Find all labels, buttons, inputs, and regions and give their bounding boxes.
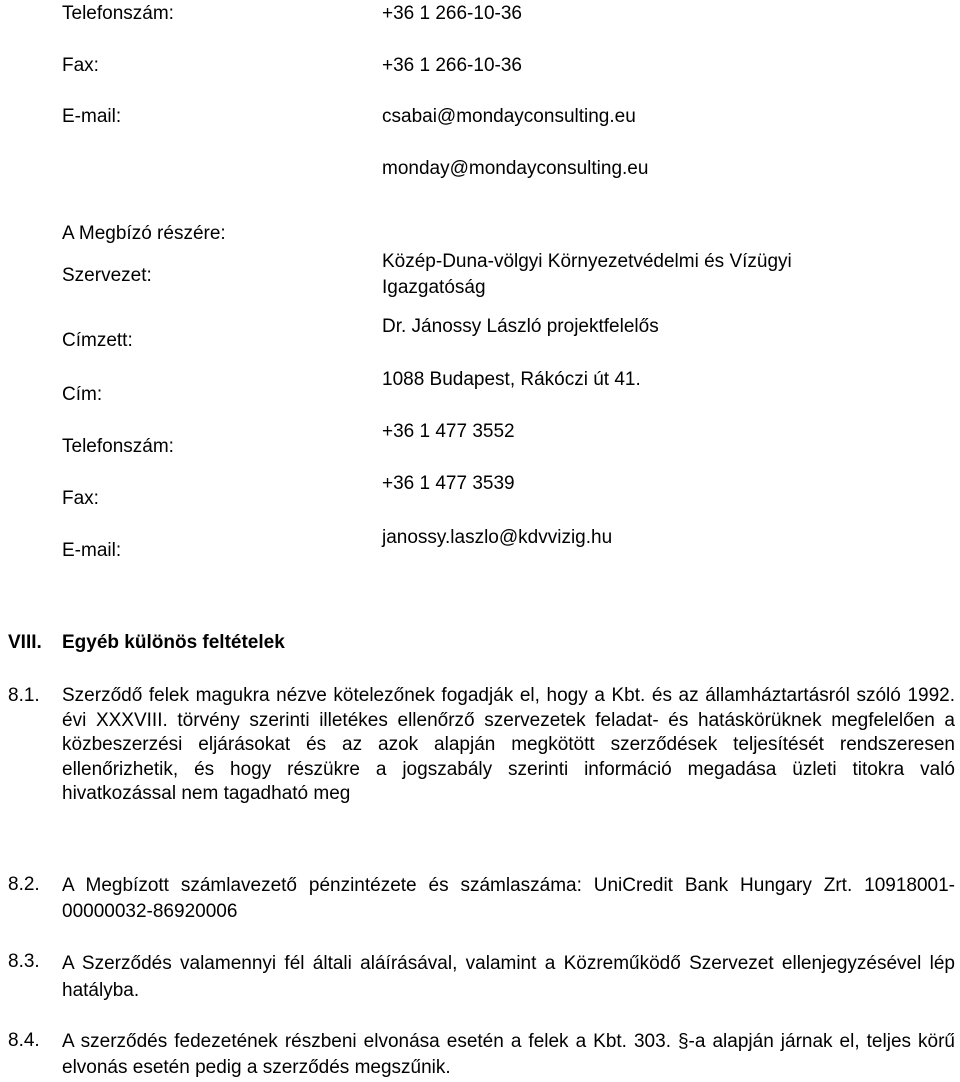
clause-text: A Szerződés valamennyi fél általi aláírásával, valamint a Közreműködő Szervezet ellenjegyzésével lép hatályba.: [62, 953, 955, 1001]
client-org-line1: Közép-Duna-völgyi Környezetvédelmi és Vízügyi: [382, 251, 792, 272]
client-recipient-label: Címzett:: [62, 330, 133, 351]
clause-number: 8.1.: [8, 685, 40, 706]
contractor-fax: +36 1 266-10-36: [382, 55, 522, 76]
contractor-phone-label: Telefonszám:: [62, 3, 174, 24]
clause-number: 8.2.: [8, 874, 40, 895]
section-number: VIII.: [8, 632, 42, 653]
contractor-phone: +36 1 266-10-36: [382, 3, 522, 24]
client-org-line2: Igazgatóság: [382, 277, 486, 298]
clause-text: Szerződő felek magukra nézve kötelezőnek fogadják el, hogy a Kbt. és az államháztartásról szóló 1992. évi XXXVIII. törvény szerinti illetékes ellenőrző szervezetek feladat- és hatáskörüknek megfelelően a közbeszerzési eljárásokat és az azok alapján megkötött szerződések teljesítését rendszeresen ellenőrizhetik, és hogy részükre a jogszabály szerinti információ megadása üzleti titokra való hivatkozással nem tagadható meg: [62, 685, 955, 804]
contractor-email-label: E-mail:: [62, 106, 122, 127]
client-intro: A Megbízó részére:: [62, 223, 226, 244]
clause-number: 8.4.: [8, 1030, 40, 1051]
contractor-email-2: monday@mondayconsulting.eu: [382, 158, 649, 179]
client-email: janossy.laszlo@kdvvizig.hu: [382, 527, 613, 548]
client-org-label: Szervezet:: [62, 265, 152, 286]
clause-number: 8.3.: [8, 951, 40, 972]
client-address: 1088 Budapest, Rákóczi út 41.: [382, 369, 641, 390]
client-recipient: Dr. Jánossy László projektfelelős: [382, 316, 659, 337]
client-address-label: Cím:: [62, 384, 103, 405]
client-fax-label: Fax:: [62, 488, 99, 509]
section-title: Egyéb különös feltételek: [62, 632, 285, 653]
contractor-fax-label: Fax:: [62, 55, 99, 76]
client-email-label: E-mail:: [62, 540, 122, 561]
clause-text: A szerződés fedezetének részbeni elvonása esetén a felek a Kbt. 303. §-a alapján járnak el, teljes körű elvonás esetén pedig a szerződés megszűnik.: [62, 1031, 955, 1078]
clause-text: A Megbízott számlavezető pénzintézete és számlaszáma: UniCredit Bank Hungary Zrt. 10918001-00000032-86920006: [62, 875, 955, 922]
client-phone: +36 1 477 3552: [382, 421, 515, 442]
contractor-email-1: csabai@mondayconsulting.eu: [382, 106, 636, 127]
client-phone-label: Telefonszám:: [62, 436, 174, 457]
client-fax: +36 1 477 3539: [382, 473, 515, 494]
